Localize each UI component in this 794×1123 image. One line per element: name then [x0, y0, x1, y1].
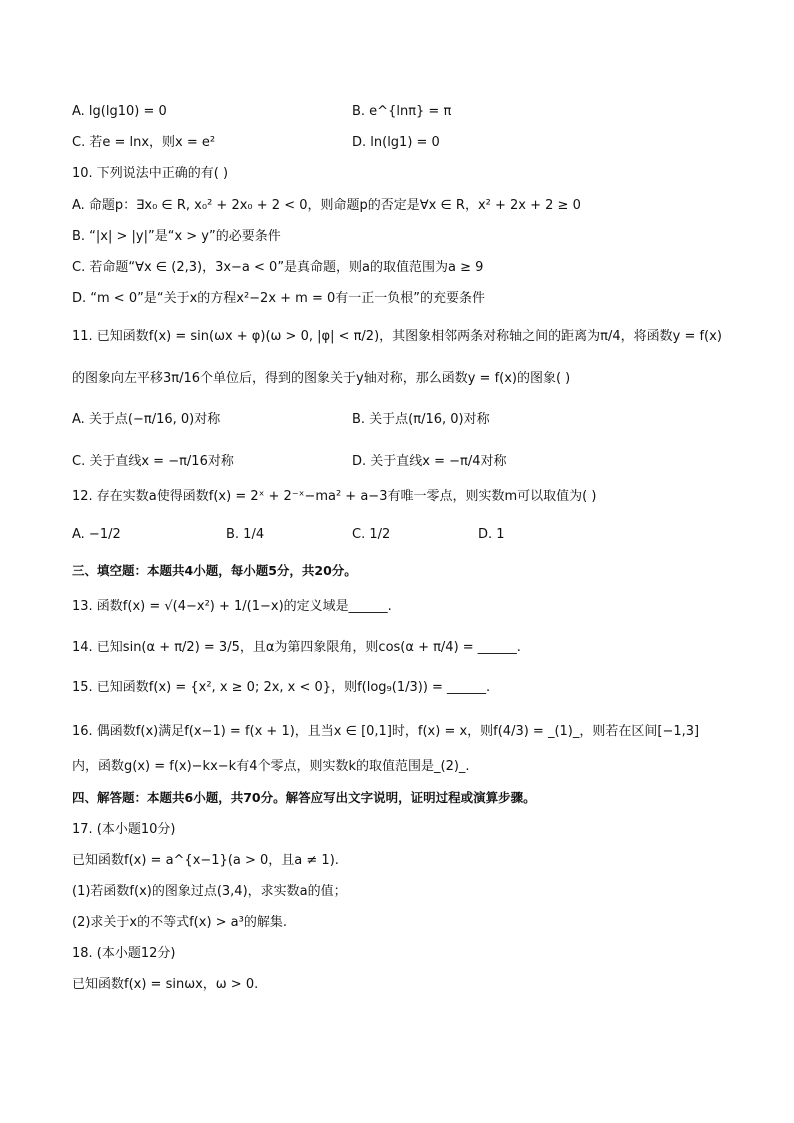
option-10c: C. 若命题“∀x ∈ (2,3)，3x−a < 0”是真命题，则a的取值范围为a ≥ 9	[72, 260, 484, 275]
question-17-part2: (2)求关于x的不等式f(x) > a³的解集.	[72, 915, 287, 930]
option-10d: D. “m < 0”是“关于x的方程x²−2x + m = 0有一正一负根”的充要条件	[72, 291, 486, 306]
question-11-cont: 的图象向左平移3π/16个单位后，得到的图象关于y轴对称，那么函数y = f(x)的图象( )	[72, 371, 571, 386]
question-17-stem: 已知函数f(x) = a^{x−1}(a > 0，且a ≠ 1).	[72, 853, 339, 868]
option-12b: B. 1/4	[226, 527, 265, 542]
option-12d: D. 1	[478, 527, 505, 542]
option-11b: B. 关于点(π/16, 0)对称	[352, 412, 490, 427]
question-11: 11. 已知函数f(x) = sin(ωx + φ)(ω > 0, |φ| < π/2)，其图象相邻两条对称轴之间的距离为π/4，将函数y = f(x)	[72, 329, 722, 344]
question-16-cont: 内，函数g(x) = f(x)−kx−k有4个零点，则实数k的取值范围是_(2)_.	[72, 759, 470, 774]
option-12c: C. 1/2	[352, 527, 391, 542]
option-10b: B. “|x| > |y|”是“x > y”的必要条件	[72, 229, 281, 244]
question-16: 16. 偶函数f(x)满足f(x−1) = f(x + 1)，且当x ∈ [0,1]时，f(x) = x，则f(4/3) = _(1)_，则若在区间[−1,3]	[72, 724, 700, 739]
section-heading-solutions: 四、解答题：本题共6小题，共70分。解答应写出文字说明，证明过程或演算步骤。	[72, 790, 536, 805]
section-heading-fill-in: 三、填空题：本题共4小题，每小题5分，共20分。	[72, 563, 357, 578]
option-9b: B. e^{lnπ} = π	[352, 104, 452, 119]
question-12: 12. 存在实数a使得函数f(x) = 2ˣ + 2⁻ˣ−ma² + a−3有唯一零点，则实数m可以取值为( )	[72, 489, 597, 504]
question-13: 13. 函数f(x) = √(4−x²) + 1/(1−x)的定义域是______.	[72, 599, 392, 614]
question-14: 14. 已知sin(α + π/2) = 3/5，且α为第四象限角，则cos(α + π/4) = ______.	[72, 640, 521, 655]
question-10: 10. 下列说法中正确的有( )	[72, 166, 229, 181]
option-12a: A. −1/2	[72, 527, 121, 542]
option-11d: D. 关于直线x = −π/4对称	[352, 454, 507, 469]
option-10a: A. 命题p：∃x₀ ∈ R, x₀² + 2x₀ + 2 < 0，则命题p的否定是∀x ∈ R，x² + 2x + 2 ≥ 0	[72, 198, 581, 213]
option-9c: C. 若e = lnx，则x = e²	[72, 135, 216, 150]
option-9d: D. ln(lg1) = 0	[352, 135, 440, 150]
question-17-header: 17. (本小题10分)	[72, 822, 176, 837]
question-18-stem: 已知函数f(x) = sinωx，ω > 0.	[72, 977, 259, 992]
question-18-header: 18. (本小题12分)	[72, 946, 176, 961]
option-9a: A. lg(lg10) = 0	[72, 104, 167, 119]
question-15: 15. 已知函数f(x) = {x², x ≥ 0; 2x, x < 0}，则f(log₉(1/3)) = ______.	[72, 680, 491, 695]
question-17-part1: (1)若函数f(x)的图象过点(3,4)，求实数a的值；	[72, 884, 347, 899]
option-11c: C. 关于直线x = −π/16对称	[72, 454, 234, 469]
option-11a: A. 关于点(−π/16, 0)对称	[72, 412, 221, 427]
